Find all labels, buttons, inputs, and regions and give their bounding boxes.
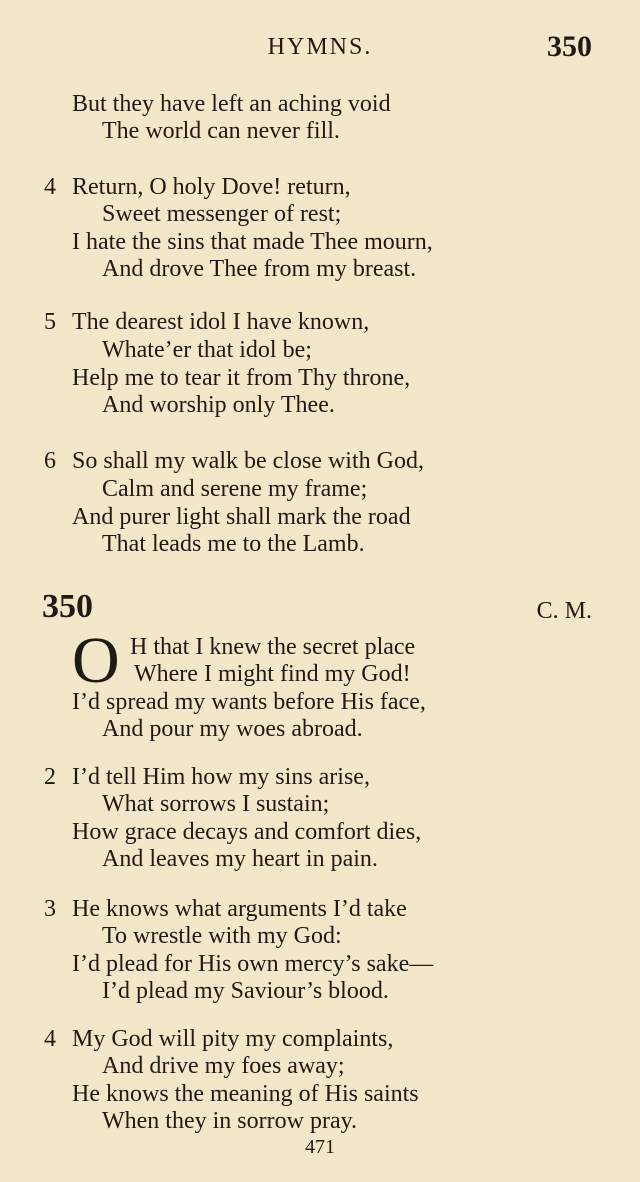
verse-line: The dearest idol I have known,: [72, 309, 370, 335]
verse-line: My God will pity my complaints,: [72, 1026, 394, 1052]
verse-line: Help me to tear it from Thy throne,: [72, 365, 411, 391]
verse-line: So shall my walk be close with God,: [72, 448, 424, 474]
hymn-meter: C. M.: [536, 598, 592, 624]
verse-line: I hate the sins that made Thee mourn,: [72, 229, 433, 255]
verse-line: To wrestle with my God:: [102, 923, 342, 949]
verse-line: Return, O holy Dove! return,: [72, 174, 351, 200]
stanza-number: 3: [44, 896, 56, 922]
verse-line: Whate’er that idol be;: [102, 337, 312, 363]
stanza-number: 2: [44, 764, 56, 790]
verse-line: And drive my foes away;: [102, 1053, 345, 1079]
verse-line: Calm and serene my frame;: [102, 476, 368, 502]
stanza-number: 4: [44, 174, 56, 200]
verse-line: How grace decays and comfort dies,: [72, 819, 422, 845]
verse-line: He knows what arguments I’d take: [72, 896, 407, 922]
verse-line: I’d spread my wants before His face,: [72, 689, 426, 715]
verse-line: When they in sorrow pray.: [102, 1108, 358, 1134]
verse-line: He knows the meaning of His saints: [72, 1081, 419, 1107]
verse-line: What sorrows I sustain;: [102, 791, 330, 817]
stanza-number: 5: [44, 309, 56, 335]
verse-line: The world can never fill.: [102, 118, 340, 144]
verse-line: And leaves my heart in pain.: [102, 846, 378, 872]
verse-line: And worship only Thee.: [102, 392, 335, 418]
verse-line: And pour my woes abroad.: [102, 716, 363, 742]
stanza-number: 4: [44, 1026, 56, 1052]
verse-line: I’d plead my Saviour’s blood.: [102, 978, 389, 1004]
verse-line: I’d plead for His own mercy’s sake—: [72, 951, 434, 977]
verse-line: H that I knew the secret place: [130, 634, 416, 660]
running-head-number: 350: [547, 30, 592, 63]
page-number: 471: [305, 1136, 335, 1158]
hymn-number: 350: [42, 588, 93, 625]
verse-line: And drove Thee from my breast.: [102, 256, 417, 282]
verse-line: I’d tell Him how my sins arise,: [72, 764, 370, 790]
running-head: HYMNS.: [267, 34, 373, 60]
verse-line: That leads me to the Lamb.: [102, 531, 365, 557]
verse-line: Sweet messenger of rest;: [102, 201, 342, 227]
verse-line: But they have left an aching void: [72, 91, 391, 117]
verse-line: Where I might find my God!: [134, 661, 411, 687]
stanza-number: 6: [44, 448, 56, 474]
drop-cap: O: [72, 624, 120, 697]
verse-line: And purer light shall mark the road: [72, 504, 411, 530]
